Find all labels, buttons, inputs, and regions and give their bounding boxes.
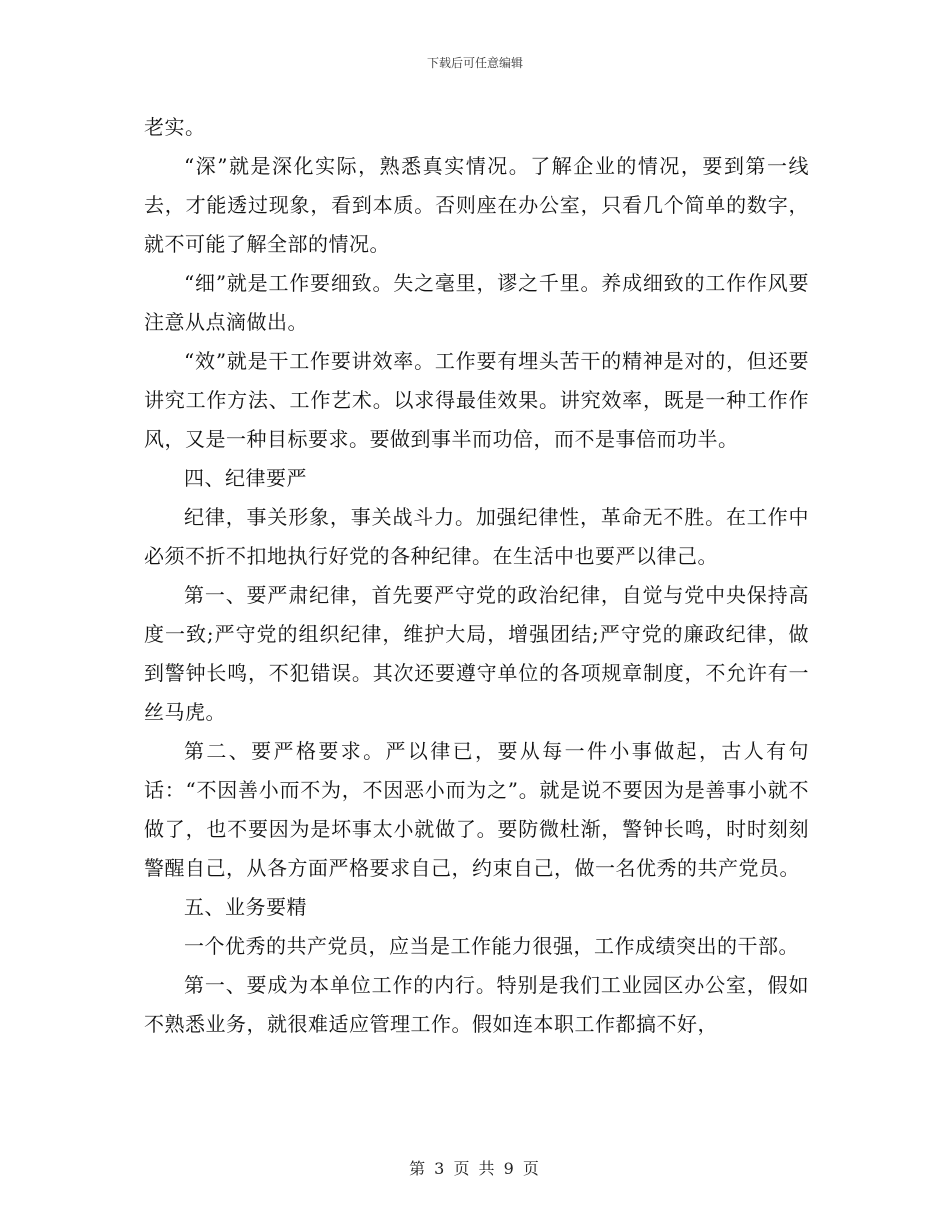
section-heading: 四、纪律要严 [184,466,307,490]
paragraph: 第一、要成为本单位工作的内行。特别是我们工业园区办公室，假如不熟悉业务，就很难适应管理工作。假如连本职工作都搞不好， [144,973,809,1036]
paragraph: 第一、要严肃纪律，首先要严守党的政治纪律，自觉与党中央保持高度一致;严守党的组织纪律，维护大局，增强团结;严守党的廉政纪律，做到警钟长鸣，不犯错误。其次还要遵守单位的各项规章制度，不允许有一丝马虎。 [144,583,809,724]
paragraph: “深”就是深化实际，熟悉真实情况。了解企业的情况，要到第一线去，才能透过现象，看到本质。否则座在办公室，只看几个简单的数字，就不可能了解全部的情况。 [144,154,809,256]
document-body [144,108,809,1044]
paragraph: “效”就是干工作要讲效率。工作要有埋头苦干的精神是对的，但还要讲究工作方法、工作艺术。以求得最佳效果。讲究效率，既是一种工作作风，又是一种目标要求。要做到事半而功倍，而不是事倍而功半。 [144,349,809,451]
paragraph: 纪律，事关形象，事关战斗力。加强纪律性，革命无不胜。在工作中必须不折不扣地执行好党的各种纪律。在生活中也要严以律己。 [144,505,809,568]
page-header: 下载后可任意编辑 [426,56,523,70]
section-heading: 五、业务要精 [184,895,307,919]
paragraph: 老实。 [144,115,206,139]
paragraph: 第二、要严格要求。严以律已，要从每一件小事做起，古人有句话：“不因善小而不为，不因恶小而为之”。就是说不要因为是善事小就不做了，也不要因为是坏事太小就做了。要防微杜渐，警钟长鸣，时时刻刻警醒自己，从各方面严格要求自己，约束自己，做一名优秀的共产党员。 [144,739,809,880]
paragraph: “细”就是工作要细致。失之毫里，谬之千里。养成细致的工作作风要注意从点滴做出。 [144,271,809,334]
paragraph: 一个优秀的共产党员，应当是工作能力很强，工作成绩突出的干部。 [184,934,799,958]
page-number-footer: 第 3 页 共 9 页 [409,1159,541,1178]
